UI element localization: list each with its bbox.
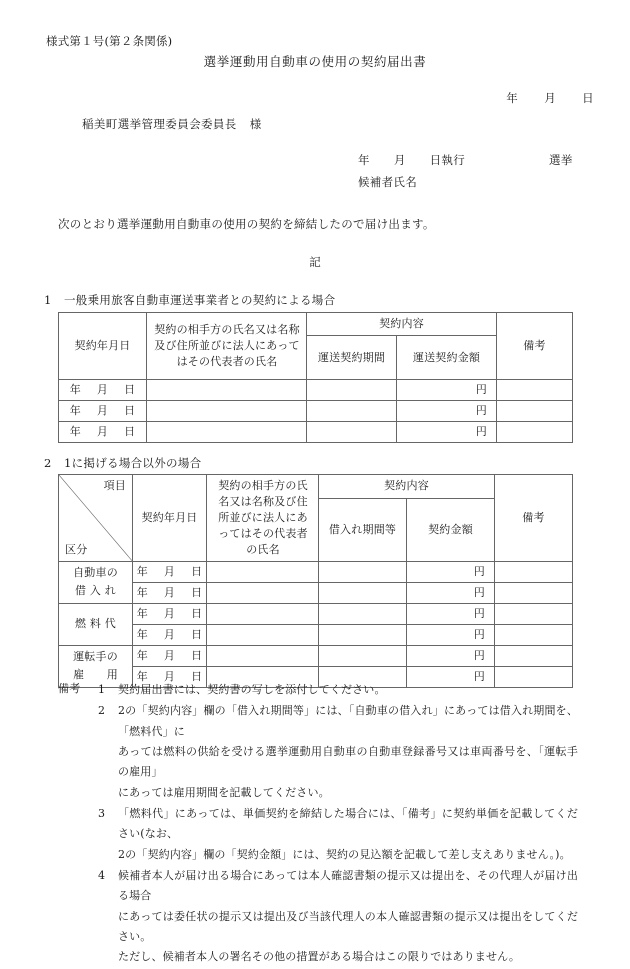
day-label: 日 [191, 669, 203, 683]
cell-contract-amount[interactable]: 円 [407, 603, 495, 624]
month-label: 月 [163, 585, 176, 599]
section1-heading-text: 一般乗用旅客自動車運送事業者との契約による場合 [64, 293, 336, 307]
th-remarks: 備考 [497, 313, 573, 380]
submission-date-line [506, 90, 594, 106]
table-row [59, 422, 573, 443]
election-day-exec-label: 日執行 [429, 153, 466, 167]
month-label: 月 [163, 648, 176, 662]
date-day-label: 日 [582, 91, 594, 105]
th-contract-amount: 契約金額 [407, 498, 495, 561]
month-label: 月 [96, 404, 109, 418]
cell-transport-period[interactable] [307, 401, 397, 422]
cell-counterparty[interactable] [147, 380, 307, 401]
date-year-label: 年 [506, 91, 519, 105]
month-label: 月 [163, 627, 176, 641]
table-row [59, 624, 573, 645]
table-row [59, 582, 573, 603]
day-label: 日 [191, 606, 203, 620]
note-item [98, 701, 578, 803]
cell-category-vehicle-rental-line2: 借 入 れ [59, 582, 133, 603]
month-label: 月 [96, 425, 109, 439]
day-label: 日 [191, 564, 203, 578]
note-item [98, 866, 578, 968]
cell-counterparty[interactable] [147, 401, 307, 422]
cell-transport-period[interactable] [307, 422, 397, 443]
day-label: 日 [191, 627, 203, 641]
election-execution-line [358, 152, 573, 168]
notes-label: 備考 [58, 682, 81, 695]
cell-contract-amount[interactable]: 円 [407, 561, 495, 582]
note-line: ただし、候補者本人の署名その他の措置がある場合はこの限りではありません。 [118, 950, 521, 964]
cell-remarks[interactable] [495, 624, 573, 645]
note-line: 候補者本人が届け出る場合にあっては本人確認書類の提示又は提出を、その代理人が届け出る場合 [118, 869, 578, 903]
cell-borrow-period[interactable] [319, 603, 407, 624]
cell-counterparty[interactable] [207, 645, 319, 666]
table-row [59, 561, 573, 582]
note-body [118, 680, 578, 700]
cell-contract-date[interactable] [59, 422, 147, 443]
th-counterparty: 契約の相手方の氏名又は名称及び住所並びに法人にあってはその代表者の氏名 [207, 475, 319, 562]
year-label: 年 [136, 648, 148, 662]
intro-sentence: 次のとおり選挙運動用自動車の使用の契約を締結したので届け出ます。 [58, 217, 435, 231]
cell-counterparty[interactable] [207, 603, 319, 624]
addressee-honorific: 様 [249, 117, 262, 131]
table1-header-row-1 [59, 313, 573, 336]
contract-table-other [58, 474, 573, 688]
note-number: 4 [98, 869, 106, 883]
cell-contract-date[interactable] [59, 401, 147, 422]
th-item-label: 項目 [103, 479, 126, 492]
table-row [59, 603, 573, 624]
cell-contract-amount[interactable]: 円 [407, 624, 495, 645]
ki-marker: 記 [309, 255, 321, 269]
day-label: 日 [191, 648, 203, 662]
table-row [59, 401, 573, 422]
cell-category-driver-line2: 雇 用 [59, 666, 133, 687]
year-label: 年 [136, 606, 148, 620]
candidate-name-line: 候補者氏名 [358, 175, 417, 189]
section1-heading [44, 292, 335, 308]
table-row [59, 380, 573, 401]
cell-contract-date[interactable] [133, 603, 207, 624]
cell-borrow-period[interactable] [319, 582, 407, 603]
year-label: 年 [136, 669, 148, 683]
cell-borrow-period[interactable] [319, 624, 407, 645]
cell-counterparty[interactable] [147, 422, 307, 443]
cell-contract-date[interactable] [133, 582, 207, 603]
note-line: にあっては委任状の提示又は提出及び当該代理人の本人確認書類の提示又は提出をしてください。 [118, 909, 578, 944]
note-line: あっては燃料の供給を受ける選挙運動用自動車の自動車登録番号又は車両番号を、「運転手の雇用」 [118, 745, 578, 779]
cell-contract-amount[interactable]: 円 [407, 582, 495, 603]
note-item [98, 680, 578, 700]
section2-heading [44, 455, 201, 471]
th-remarks: 備考 [495, 475, 573, 562]
cell-transport-period[interactable] [307, 380, 397, 401]
year-label: 年 [69, 383, 81, 397]
addressee-name: 稲美町選挙管理委員会委員長 [82, 117, 237, 131]
th-transport-amount: 運送契約金額 [397, 336, 497, 380]
cell-remarks[interactable] [495, 603, 573, 624]
year-label: 年 [136, 585, 148, 599]
day-label: 日 [191, 585, 203, 599]
section2-heading-text: 1に掲げる場合以外の場合 [64, 456, 202, 470]
note-number: 2 [98, 704, 106, 718]
year-label: 年 [136, 627, 148, 641]
cell-category-fuel: 燃 料 代 [59, 603, 133, 645]
cell-borrow-period[interactable] [319, 645, 407, 666]
th-contract-content: 契約内容 [307, 313, 497, 336]
cell-category-driver-line1: 運転手の [59, 645, 133, 666]
cell-category-vehicle-rental-line1: 自動車の [59, 561, 133, 582]
note-line: 2の「契約内容」欄の「借入れ期間等」には、「自動車の借入れ」にあっては借入れ期間を、「燃料代」に [118, 704, 578, 738]
table2-header-row-1 [59, 475, 573, 499]
year-label: 年 [69, 404, 81, 418]
cell-counterparty[interactable] [207, 624, 319, 645]
th-category-label: 区分 [65, 542, 88, 556]
month-label: 月 [163, 669, 176, 683]
day-label: 日 [124, 383, 136, 397]
election-year-label: 年 [358, 153, 370, 167]
election-month-label: 月 [393, 153, 406, 167]
cell-remarks[interactable] [495, 561, 573, 582]
notes-section [58, 680, 578, 969]
cell-contract-date[interactable] [133, 624, 207, 645]
date-month-label: 月 [544, 91, 557, 105]
note-number: 1 [98, 683, 106, 696]
day-label: 日 [124, 404, 136, 418]
cell-contract-amount[interactable]: 円 [407, 645, 495, 666]
cell-counterparty[interactable] [207, 561, 319, 582]
th-contract-date: 契約年月日 [59, 313, 147, 380]
form-number: 様式第１号(第２条関係) [46, 34, 173, 48]
cell-transport-amount[interactable]: 円 [397, 422, 497, 443]
note-line: にあっては雇用期間を記載してください。 [118, 785, 330, 799]
cell-borrow-period[interactable] [319, 561, 407, 582]
cell-remarks[interactable] [497, 422, 573, 443]
cell-remarks[interactable] [495, 645, 573, 666]
cell-transport-amount[interactable]: 円 [397, 380, 497, 401]
cell-contract-amount[interactable]: 円 [407, 666, 495, 687]
th-category-item-corner [59, 475, 133, 562]
cell-remarks[interactable] [497, 380, 573, 401]
th-borrow-period: 借入れ期間等 [319, 498, 407, 561]
note-item [98, 804, 578, 865]
th-contract-content: 契約内容 [319, 475, 495, 499]
note-number: 3 [98, 807, 106, 821]
note-line: 「燃料代」にあっては、単価契約を締結した場合には、「備考」に契約単価を記載してください(なお、 [118, 807, 578, 841]
cell-counterparty[interactable] [207, 582, 319, 603]
contract-table-taxi [58, 312, 573, 443]
day-label: 日 [124, 425, 136, 439]
page-title: 選挙運動用自動車の使用の契約届出書 [203, 54, 427, 69]
addressee-line [82, 116, 262, 132]
cell-contract-date[interactable] [133, 561, 207, 582]
cell-remarks[interactable] [495, 582, 573, 603]
section1-number: 1 [44, 293, 52, 307]
election-label: 選挙 [549, 153, 573, 167]
cell-contract-date[interactable] [59, 380, 147, 401]
section2-number: 2 [44, 456, 52, 470]
note-body [118, 866, 578, 968]
month-label: 月 [96, 383, 109, 397]
year-label: 年 [69, 425, 81, 439]
th-transport-period: 運送契約期間 [307, 336, 397, 380]
month-label: 月 [163, 606, 176, 620]
year-label: 年 [136, 564, 148, 578]
th-counterparty: 契約の相手方の氏名又は名称及び住所並びに法人にあってはその代表者の氏名 [147, 313, 307, 380]
note-line: 契約届出書には、契約書の写しを添付してください。 [118, 683, 386, 696]
note-body [118, 701, 578, 803]
month-label: 月 [163, 564, 176, 578]
table-row [59, 645, 573, 666]
note-body [118, 804, 578, 865]
cell-transport-amount[interactable]: 円 [397, 401, 497, 422]
th-contract-date: 契約年月日 [133, 475, 207, 562]
note-line: 2の「契約内容」欄の「契約金額」には、契約の見込額を記載して差し支えありません。)。 [118, 847, 571, 861]
cell-contract-date[interactable] [133, 645, 207, 666]
cell-remarks[interactable] [497, 401, 573, 422]
